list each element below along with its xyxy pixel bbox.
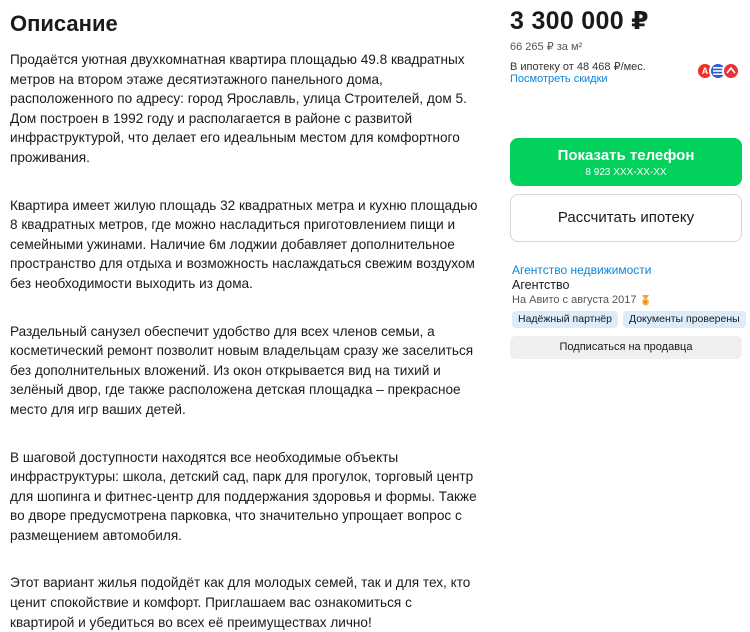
description-paragraph-1: Продаётся уютная двухкомнатная квартира площадью 49.8 квадратных метров на втором этаже десятиэтажного панельного дома, расположенного по адресу: город Ярославль, улица Строителей, дом 5. Дом построен в 1992 году и располагается в районе с развитой инфраструктурой, что делает его идеальным местом для комфортного проживания. [10,52,467,165]
medal-icon [640,295,651,306]
price: 3 300 000 ₽ [510,7,649,35]
seller-type-link[interactable]: Агентство недвижимости [512,263,652,277]
description-paragraph-2: Квартира имеет жилую площадь 32 квадратных метра и кухню площадью 8 квадратных метров, где можно насладиться приготовлением пищи и семейными ужинами. Наличие 6м лоджии добавляет дополнительное пространство для отдыха и возможность наслаждаться свежим воздухом без необходимости выходить из дома. [10,197,478,291]
show-phone-button[interactable] [510,138,742,186]
partner-banks [696,62,746,80]
badge-documents-verified: Документы проверены [623,311,746,328]
description-paragraph-4: В шаговой доступности находятся все необходимые объекты инфраструктуры: школа, детский сад, парк для прогулок, торговый центр для шопинга и фитнес-центр для поддержания здоровья и формы. Также во дворе предусмотрена парковка, что значительно упрощает вопрос с размещением автомобиля. [10,449,477,543]
calculate-mortgage-button[interactable]: Рассчитать ипотеку [510,194,742,242]
alfa-bank-icon: А [696,62,714,80]
description-section [10,10,480,632]
description-paragraph-3: Раздельный санузел обеспечит удобство для всех членов семьи, а косметический ремонт позволит новым владельцам сразу же заселиться без дополнительных вложений. Из окон открывается вид на тихий и зелёный двор, где также расположена детская площадка – прекрасное место для игр ваших детей. [10,323,474,417]
description-title: Описание [10,11,118,36]
description-paragraph-5: Этот вариант жилья подойдёт как для молодых семей, так и для тех, кто ценит спокойствие и комфорт. Приглашаем вас ознакомиться с квартирой и убедиться во всех её преимуществах лично! [10,575,471,630]
price-per-m2: 66 265 ₽ за м² [510,41,583,53]
view-discounts-link[interactable]: Посмотреть скидки [510,73,608,85]
phone-number-masked: 8 923 XXX-XX-XX [585,167,667,178]
seller-since [512,294,651,306]
show-phone-label: Показать телефон [557,147,695,164]
seller-badges [512,311,746,328]
seller-since-text: На Авито с августа 2017 [512,294,637,306]
bank-red-icon [722,62,740,80]
seller-name: Агентство [512,278,570,292]
mortgage-estimate: В ипотеку от 48 468 ₽/мес. [510,61,646,73]
subscribe-seller-button[interactable]: Подписаться на продавца [510,336,742,359]
badge-reliable-partner: Надёжный партнёр [512,311,618,328]
